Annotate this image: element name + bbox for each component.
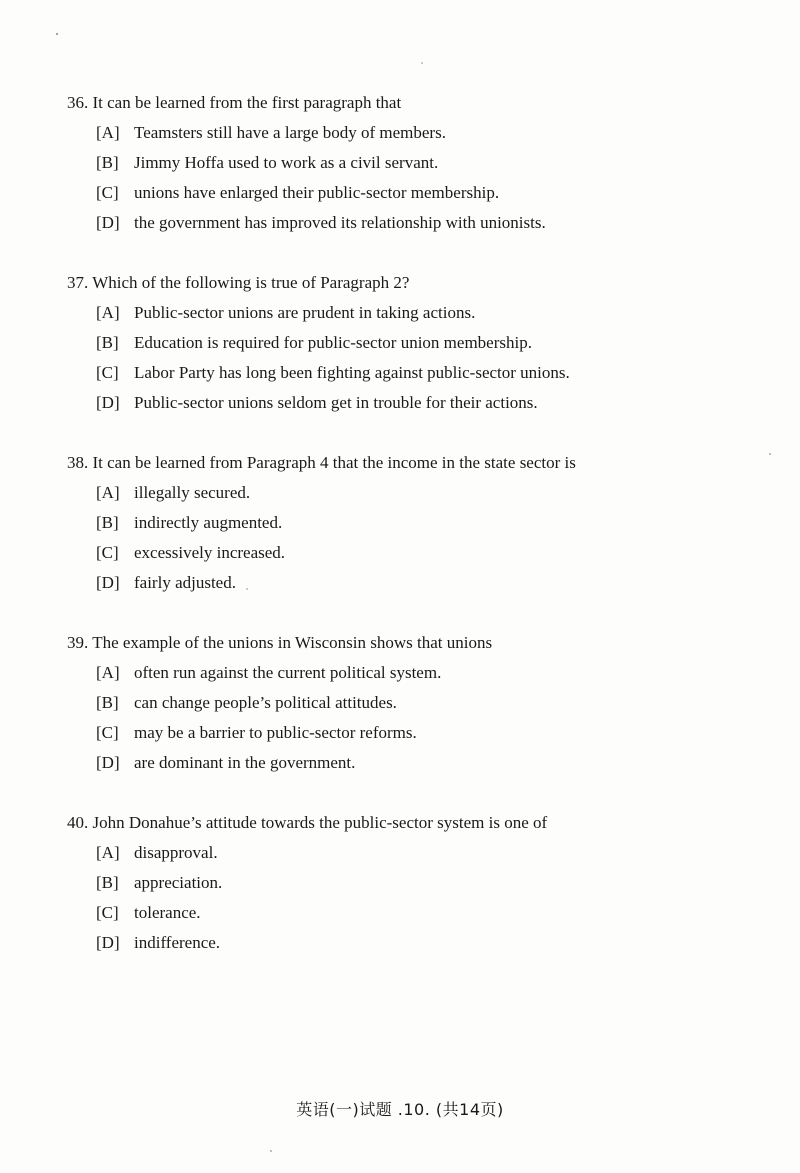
option-b	[67, 513, 767, 543]
scan-speck	[421, 62, 423, 64]
option-text: excessively increased.	[134, 543, 286, 562]
page-footer: 英语(一)试题 .10. (共14页)	[296, 1100, 504, 1119]
question-stem: 39. The example of the unions in Wisconsin shows that unions	[67, 633, 493, 652]
option-a	[67, 843, 767, 873]
option-c	[67, 363, 767, 393]
option-text: may be a barrier to public-sector reforms.	[134, 723, 417, 742]
option-letter: [C]	[96, 363, 119, 382]
option-text: indifference.	[134, 933, 221, 952]
question-stem: 36. It can be learned from the first paragraph that	[67, 93, 402, 112]
scan-speck	[56, 33, 58, 35]
option-letter: [A]	[96, 663, 120, 682]
option-d	[67, 213, 767, 243]
option-text: fairly adjusted.	[134, 573, 236, 592]
option-c	[67, 723, 767, 753]
question-38	[67, 453, 767, 603]
option-text: illegally secured.	[134, 483, 251, 502]
option-d	[67, 393, 767, 423]
option-letter: [A]	[96, 843, 120, 862]
option-b	[67, 333, 767, 363]
question-stem: 38. It can be learned from Paragraph 4 that the income in the state sector is	[67, 453, 576, 472]
option-text: appreciation.	[134, 873, 223, 892]
option-b	[67, 873, 767, 903]
option-letter: [D]	[96, 393, 120, 412]
option-letter: [B]	[96, 153, 119, 172]
option-letter: [B]	[96, 333, 119, 352]
option-b	[67, 693, 767, 723]
scan-speck	[246, 588, 248, 590]
option-letter: [B]	[96, 873, 119, 892]
option-text: often run against the current political system.	[134, 663, 442, 682]
option-text: Public-sector unions seldom get in trouble for their actions.	[134, 393, 538, 412]
option-letter: [C]	[96, 723, 119, 742]
option-text: disapproval.	[134, 843, 218, 862]
option-letter: [D]	[96, 213, 120, 232]
option-b	[67, 153, 767, 183]
option-letter: [A]	[96, 123, 120, 142]
question-40	[67, 813, 767, 963]
scan-speck	[270, 1150, 272, 1152]
option-letter: [D]	[96, 753, 120, 772]
option-a	[67, 303, 767, 333]
option-text: indirectly augmented.	[134, 513, 283, 532]
option-text: Teamsters still have a large body of members.	[134, 123, 446, 142]
option-letter: [A]	[96, 303, 120, 322]
question-stem: 37. Which of the following is true of Paragraph 2?	[67, 273, 410, 292]
option-text: Jimmy Hoffa used to work as a civil servant.	[134, 153, 439, 172]
question-37	[67, 273, 767, 423]
option-text: tolerance.	[134, 903, 201, 922]
option-a	[67, 483, 767, 513]
option-text: can change people’s political attitudes.	[134, 693, 397, 712]
option-text: unions have enlarged their public-sector membership.	[134, 183, 500, 202]
scan-speck	[769, 453, 771, 455]
option-text: Labor Party has long been fighting against public-sector unions.	[134, 363, 570, 382]
option-c	[67, 903, 767, 933]
option-letter: [B]	[96, 693, 119, 712]
question-36	[67, 93, 767, 243]
option-text: Education is required for public-sector union membership.	[134, 333, 532, 352]
option-text: are dominant in the government.	[134, 753, 356, 772]
option-letter: [C]	[96, 543, 119, 562]
option-d	[67, 933, 767, 963]
option-text: Public-sector unions are prudent in taking actions.	[134, 303, 476, 322]
option-a	[67, 123, 767, 153]
option-letter: [B]	[96, 513, 119, 532]
option-letter: [C]	[96, 183, 119, 202]
option-a	[67, 663, 767, 693]
option-letter: [C]	[96, 903, 119, 922]
option-d	[67, 573, 767, 603]
option-c	[67, 183, 767, 213]
option-letter: [A]	[96, 483, 120, 502]
question-stem: 40. John Donahue’s attitude towards the public-sector system is one of	[67, 813, 548, 832]
question-39	[67, 633, 767, 783]
option-c	[67, 543, 767, 573]
option-letter: [D]	[96, 573, 120, 592]
option-letter: [D]	[96, 933, 120, 952]
option-text: the government has improved its relationship with unionists.	[134, 213, 546, 232]
option-d	[67, 753, 767, 783]
